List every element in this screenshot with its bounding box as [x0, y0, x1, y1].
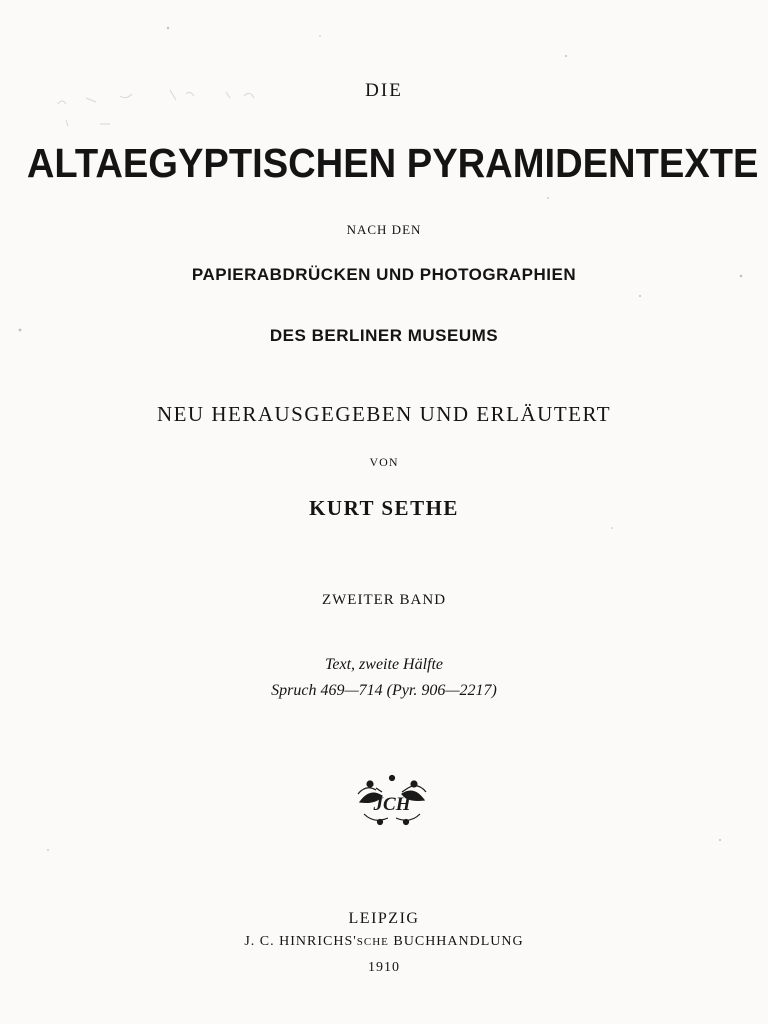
part-label: Text, zweite Hälfte: [324, 656, 444, 673]
author-name: KURT SETHE: [309, 496, 459, 520]
volume-label: ZWEITER BAND: [321, 592, 447, 608]
publisher-name: J. C. HINRICHS': [244, 934, 357, 949]
preposition-von: VON: [369, 455, 399, 469]
publisher-bookshop: BUCHHANDLUNG: [388, 934, 524, 949]
main-title: ALTAEGYPTISCHEN PYRAMIDENTEXTE: [26, 140, 759, 186]
preposition-nach-den: NACH DEN: [346, 222, 422, 237]
edition-statement: NEU HERAUSGEGEBEN UND ERLÄUTERT: [156, 402, 612, 426]
publisher-suffix: SCHE: [356, 936, 389, 948]
floral-monogram-icon: [350, 772, 434, 830]
title-prefix: DIE: [365, 80, 403, 101]
sources-line-1: PAPIERABDRÜCKEN UND PHOTOGRAPHIEN: [191, 265, 577, 284]
publication-year: 1910: [368, 960, 400, 975]
ornament-monogram: JCH: [373, 794, 411, 815]
spruch-range: Spruch 469—714 (Pyr. 906—2217): [271, 682, 497, 699]
publication-city: LEIPZIG: [348, 910, 420, 927]
sources-line-2: DES BERLINER MUSEUMS: [269, 326, 499, 345]
publisher-line: [0, 934, 768, 950]
